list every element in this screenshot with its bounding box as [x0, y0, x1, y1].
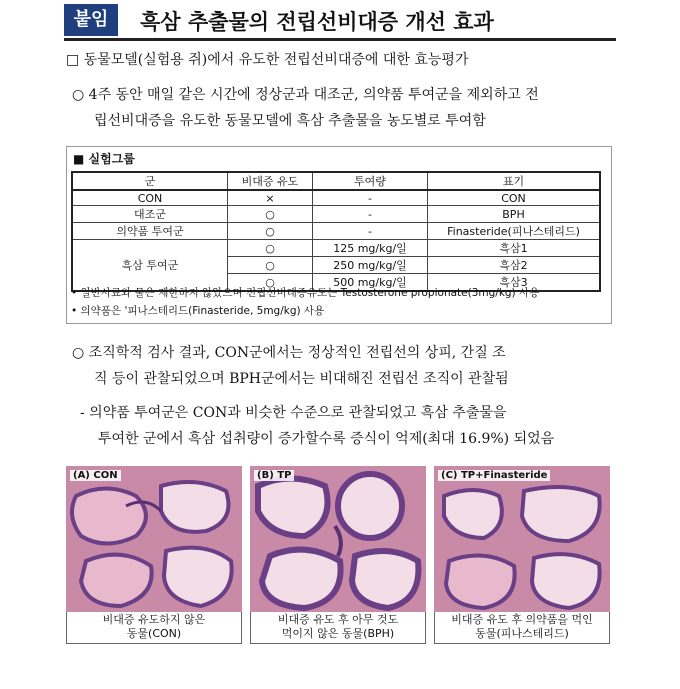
panel-label-b: (B) TP	[254, 470, 294, 481]
table-row	[72, 206, 600, 223]
page-title: 흑삼 추출물의 전립선비대증 개선 효과	[140, 10, 494, 34]
cell-induction: ○	[228, 240, 313, 257]
result-paragraph	[72, 340, 509, 392]
cell-label: 흑삼1	[428, 240, 601, 257]
table-row	[72, 223, 600, 240]
cell-induction: ○	[228, 274, 313, 292]
cell-induction: ○	[228, 206, 313, 223]
cell-label: Finasteride(피나스테리드)	[428, 223, 601, 240]
detail-line-1: - 의약품 투여군은 CON과 비슷한 수준으로 관찰되었고 흑삼 추출물을	[80, 405, 507, 421]
caption-bph-line-2: 먹이지 않은 동물(BPH)	[281, 627, 395, 640]
section-heading: □ 동물모델(실험용 쥐)에서 유도한 전립선비대증에 대한 효능평가	[66, 52, 469, 68]
intro-line-2: 립선비대증을 유도한 동물모델에 흑삼 추출물을 농도별로 투여함	[94, 113, 486, 129]
panel-label-c: (C) TP+Finasteride	[438, 470, 550, 481]
caption-bph-line-1: 비대증 유도 후 아무 것도	[277, 613, 399, 626]
cell-dose: -	[313, 223, 428, 240]
result-line-2: 직 등이 관찰되었으며 BPH군에서는 비대해진 전립선 조직이 관찰됨	[94, 371, 509, 387]
cell-dose: -	[313, 206, 428, 223]
cell-group: 의약품 투여군	[72, 223, 228, 240]
cell-label: 흑삼2	[428, 257, 601, 274]
intro-paragraph	[72, 82, 539, 134]
cell-dose: -	[313, 190, 428, 206]
table-row	[72, 240, 600, 257]
col-header-group: 군	[72, 172, 228, 190]
caption-finasteride-line-2: 동물(피나스테리드)	[475, 627, 569, 640]
caption-finasteride-line-1: 비대증 유도 후 의약품을 먹인	[451, 613, 593, 626]
cell-label: BPH	[428, 206, 601, 223]
cell-dose: 125 mg/kg/일	[313, 240, 428, 257]
histology-image-finasteride	[434, 466, 610, 612]
caption-con-line-1: 비대증 유도하지 않은	[102, 613, 206, 626]
caption-finasteride	[434, 612, 610, 644]
title-underline	[64, 38, 616, 41]
table-row	[72, 190, 600, 206]
col-header-induction: 비대증 유도	[228, 172, 313, 190]
detail-paragraph	[80, 400, 554, 452]
histology-figure	[66, 466, 610, 644]
box-title: ■ 실험그룹	[73, 152, 135, 166]
detail-line-2: 투여한 군에서 흑삼 섭취량이 증가할수록 증식이 억제(최대 16.9%) 되었음	[98, 431, 555, 447]
title-row	[64, 4, 616, 38]
cell-induction: ○	[228, 257, 313, 274]
experiment-group-box	[66, 146, 612, 324]
note-drug: • 의약품은 '피나스테리드(Finasteride, 5mg/kg) 사용	[71, 305, 325, 317]
result-line-1: ○ 조직학적 검사 결과, CON군에서는 정상적인 전립선의 상피, 간질 조	[72, 345, 506, 361]
panel-label-a: (A) CON	[70, 470, 121, 481]
caption-bph	[250, 612, 426, 644]
note-feed: • 일반사료와 물은 제한하지 않았으며 전립선비대증유도는 Testosterone propionate(3mg/kg) 사용	[71, 287, 540, 299]
cell-dose: 500 mg/kg/일	[313, 274, 428, 292]
cell-group: CON	[72, 190, 228, 206]
intro-line-1: ○ 4주 동안 매일 같은 시간에 정상군과 대조군, 의약품 투여군을 제외하고 전	[72, 87, 539, 103]
appendix-badge: 붙임	[64, 4, 118, 36]
cell-induction: ×	[228, 190, 313, 206]
col-header-dose: 투여량	[313, 172, 428, 190]
cell-group: 흑삼 투여군	[72, 240, 228, 292]
histology-image-bph	[250, 466, 426, 612]
cell-label: CON	[428, 190, 601, 206]
histology-image-con	[66, 466, 242, 612]
col-header-label: 표기	[428, 172, 601, 190]
group-table	[71, 171, 601, 292]
caption-con-line-2: 동물(CON)	[126, 627, 182, 640]
cell-label: 흑삼3	[428, 274, 601, 292]
cell-induction: ○	[228, 223, 313, 240]
caption-con	[66, 612, 242, 644]
cell-group: 대조군	[72, 206, 228, 223]
cell-dose: 250 mg/kg/일	[313, 257, 428, 274]
